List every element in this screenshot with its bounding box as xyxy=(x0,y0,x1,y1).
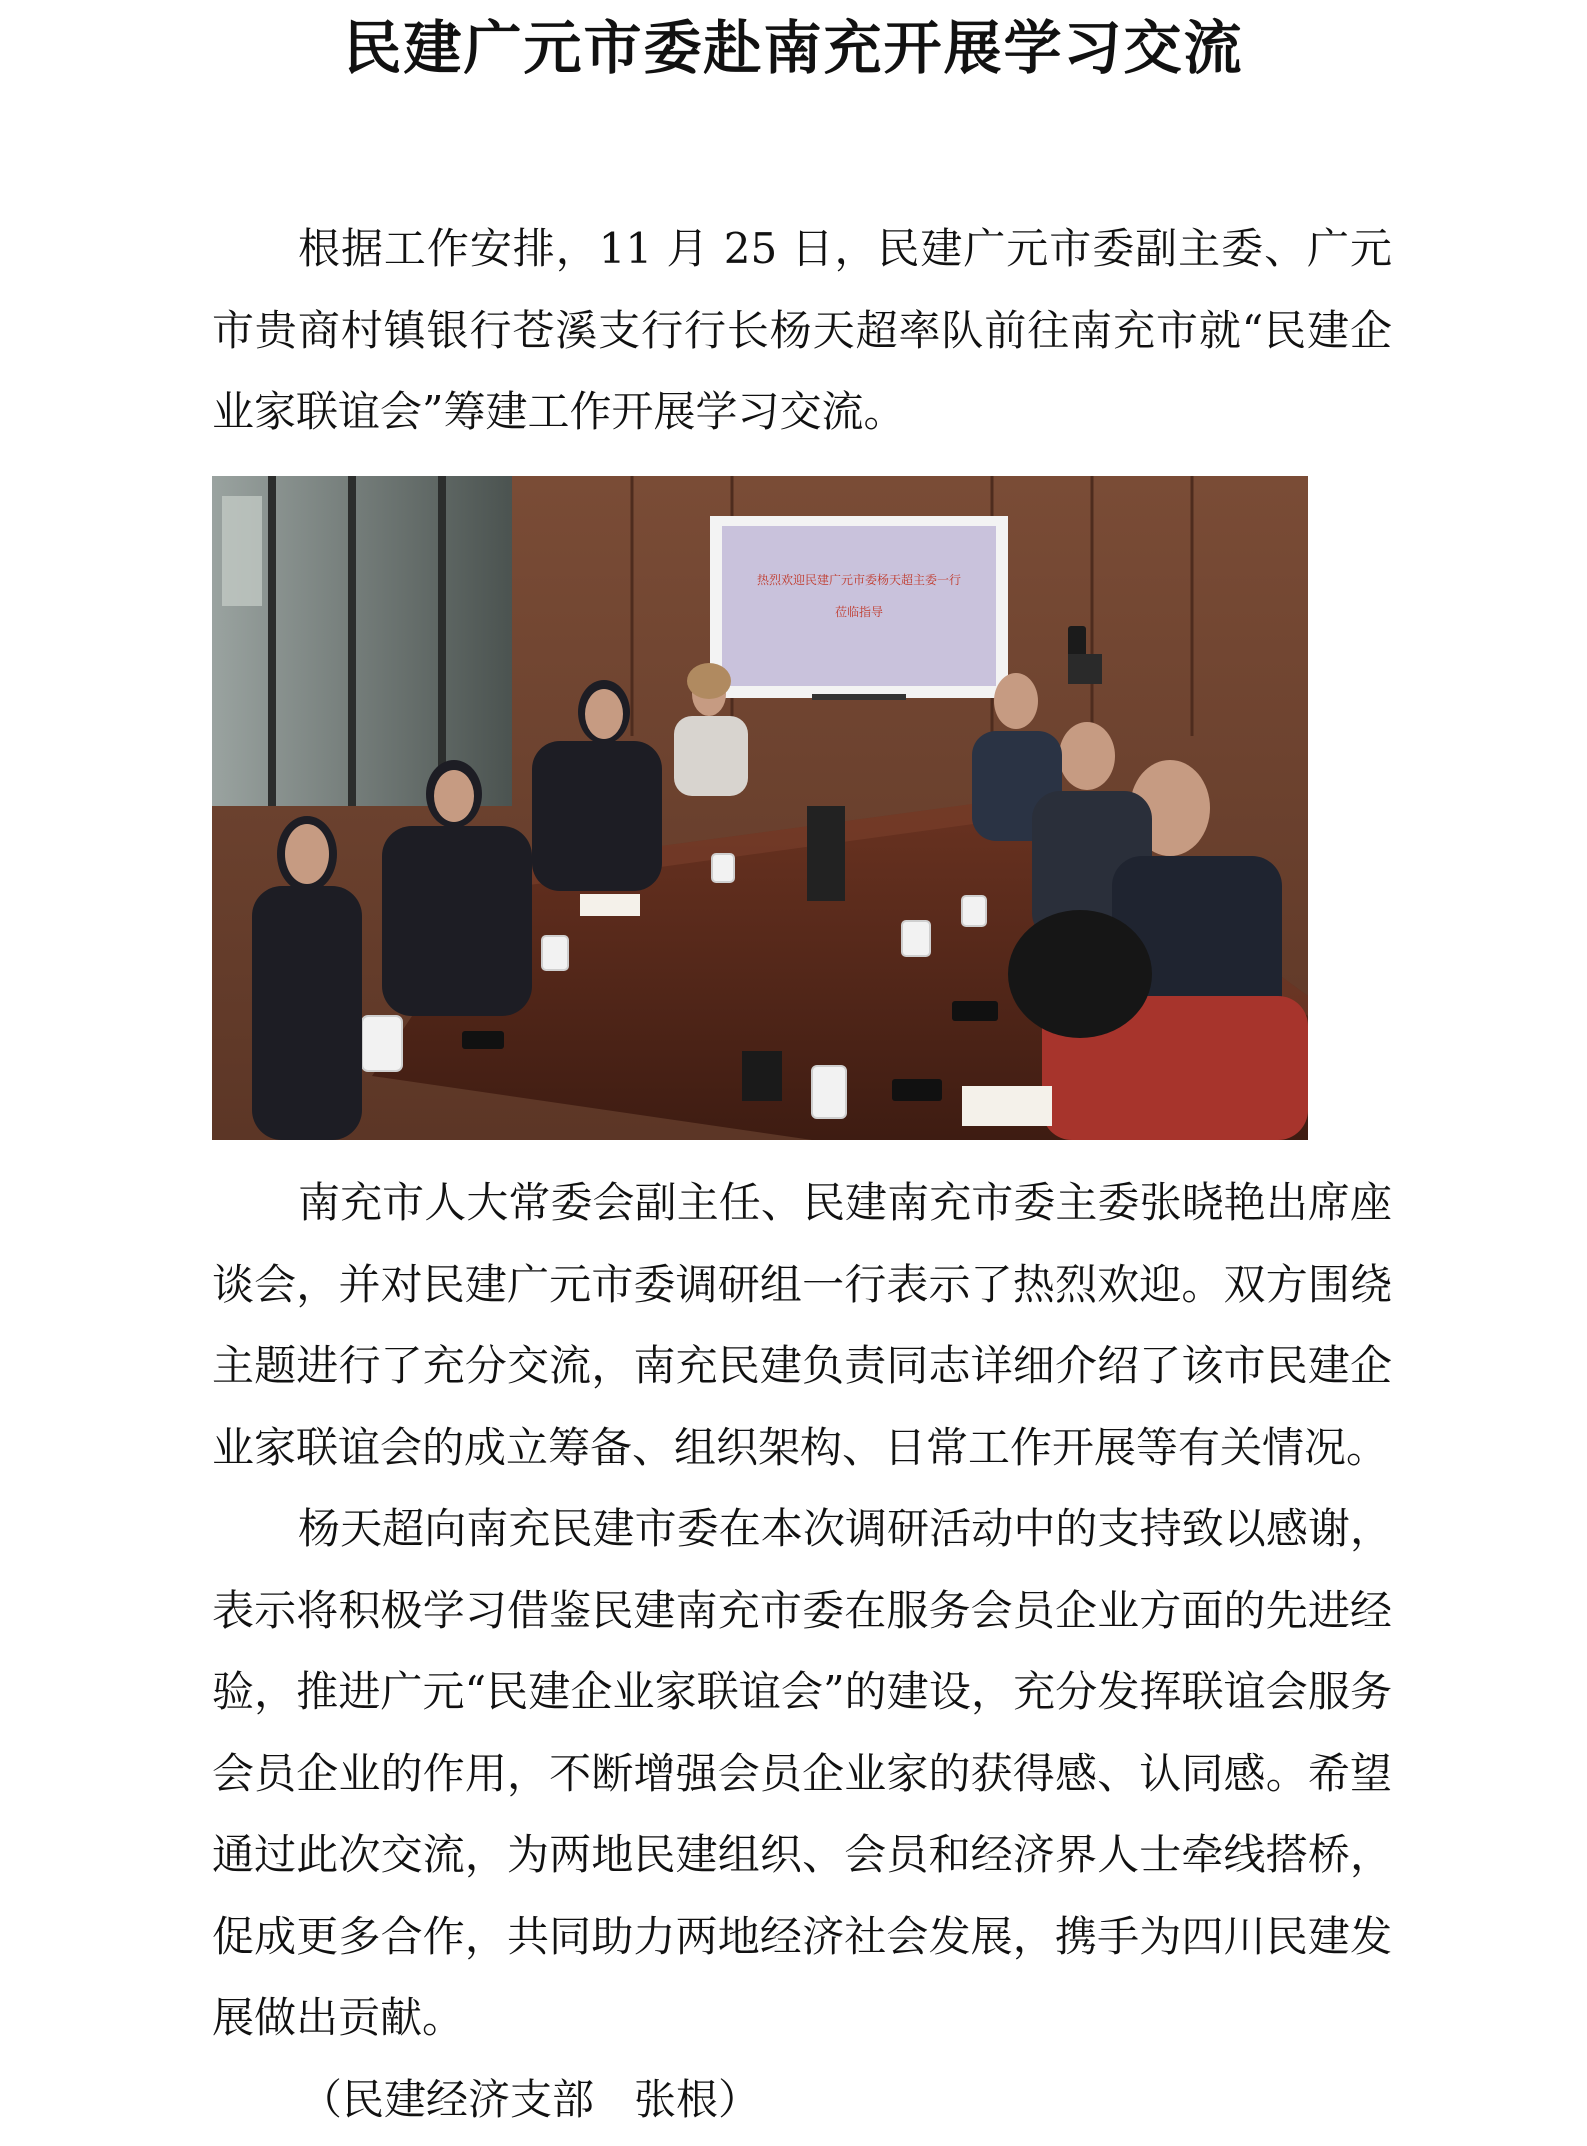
article-title: 民建广元市委赴南充开展学习交流 xyxy=(343,14,1244,82)
author-signature: （民建经济支部 张根） xyxy=(300,2075,761,2124)
paragraph-1: 根据工作安排，11 月 25 日，民建广元市委副主委、广元市贵商村镇银行苍溪支行行长杨天超率队前往南充市就“民建企业家联谊会”筹建工作开展学习交流。 xyxy=(212,224,1392,436)
screen-subtitle-text: 莅临指导 xyxy=(834,605,884,619)
paragraph-2: 南充市人大常委会副主任、民建南充市委主委张晓艳出席座谈会，并对民建广元市委调研组一行表示了热烈欢迎。双方围绕主题进行了充分交流，南充民建负责同志详细介绍了该市民建企业家联谊会的成立筹备、组织架构、日常工作开展等有关情况。 xyxy=(212,1178,1392,1472)
paragraph-3: 杨天超向南充民建市委在本次调研活动中的支持致以感谢，表示将积极学习借鉴民建南充市委在服务会员企业方面的先进经验，推进广元“民建企业家联谊会”的建设，充分发挥联谊会服务会员企业的作用，不断增强会员企业家的获得感、认同感。希望通过此次交流，为两地民建组织、会员和经济界人士牵线搭桥，促成更多合作，共同助力两地经济社会发展，携手为四川民建发展做出贡献。 xyxy=(212,1504,1392,2042)
meeting-photo xyxy=(212,476,1308,1140)
screen-banner-text: 热烈欢迎民建广元市委杨天超主委一行 xyxy=(756,573,962,587)
